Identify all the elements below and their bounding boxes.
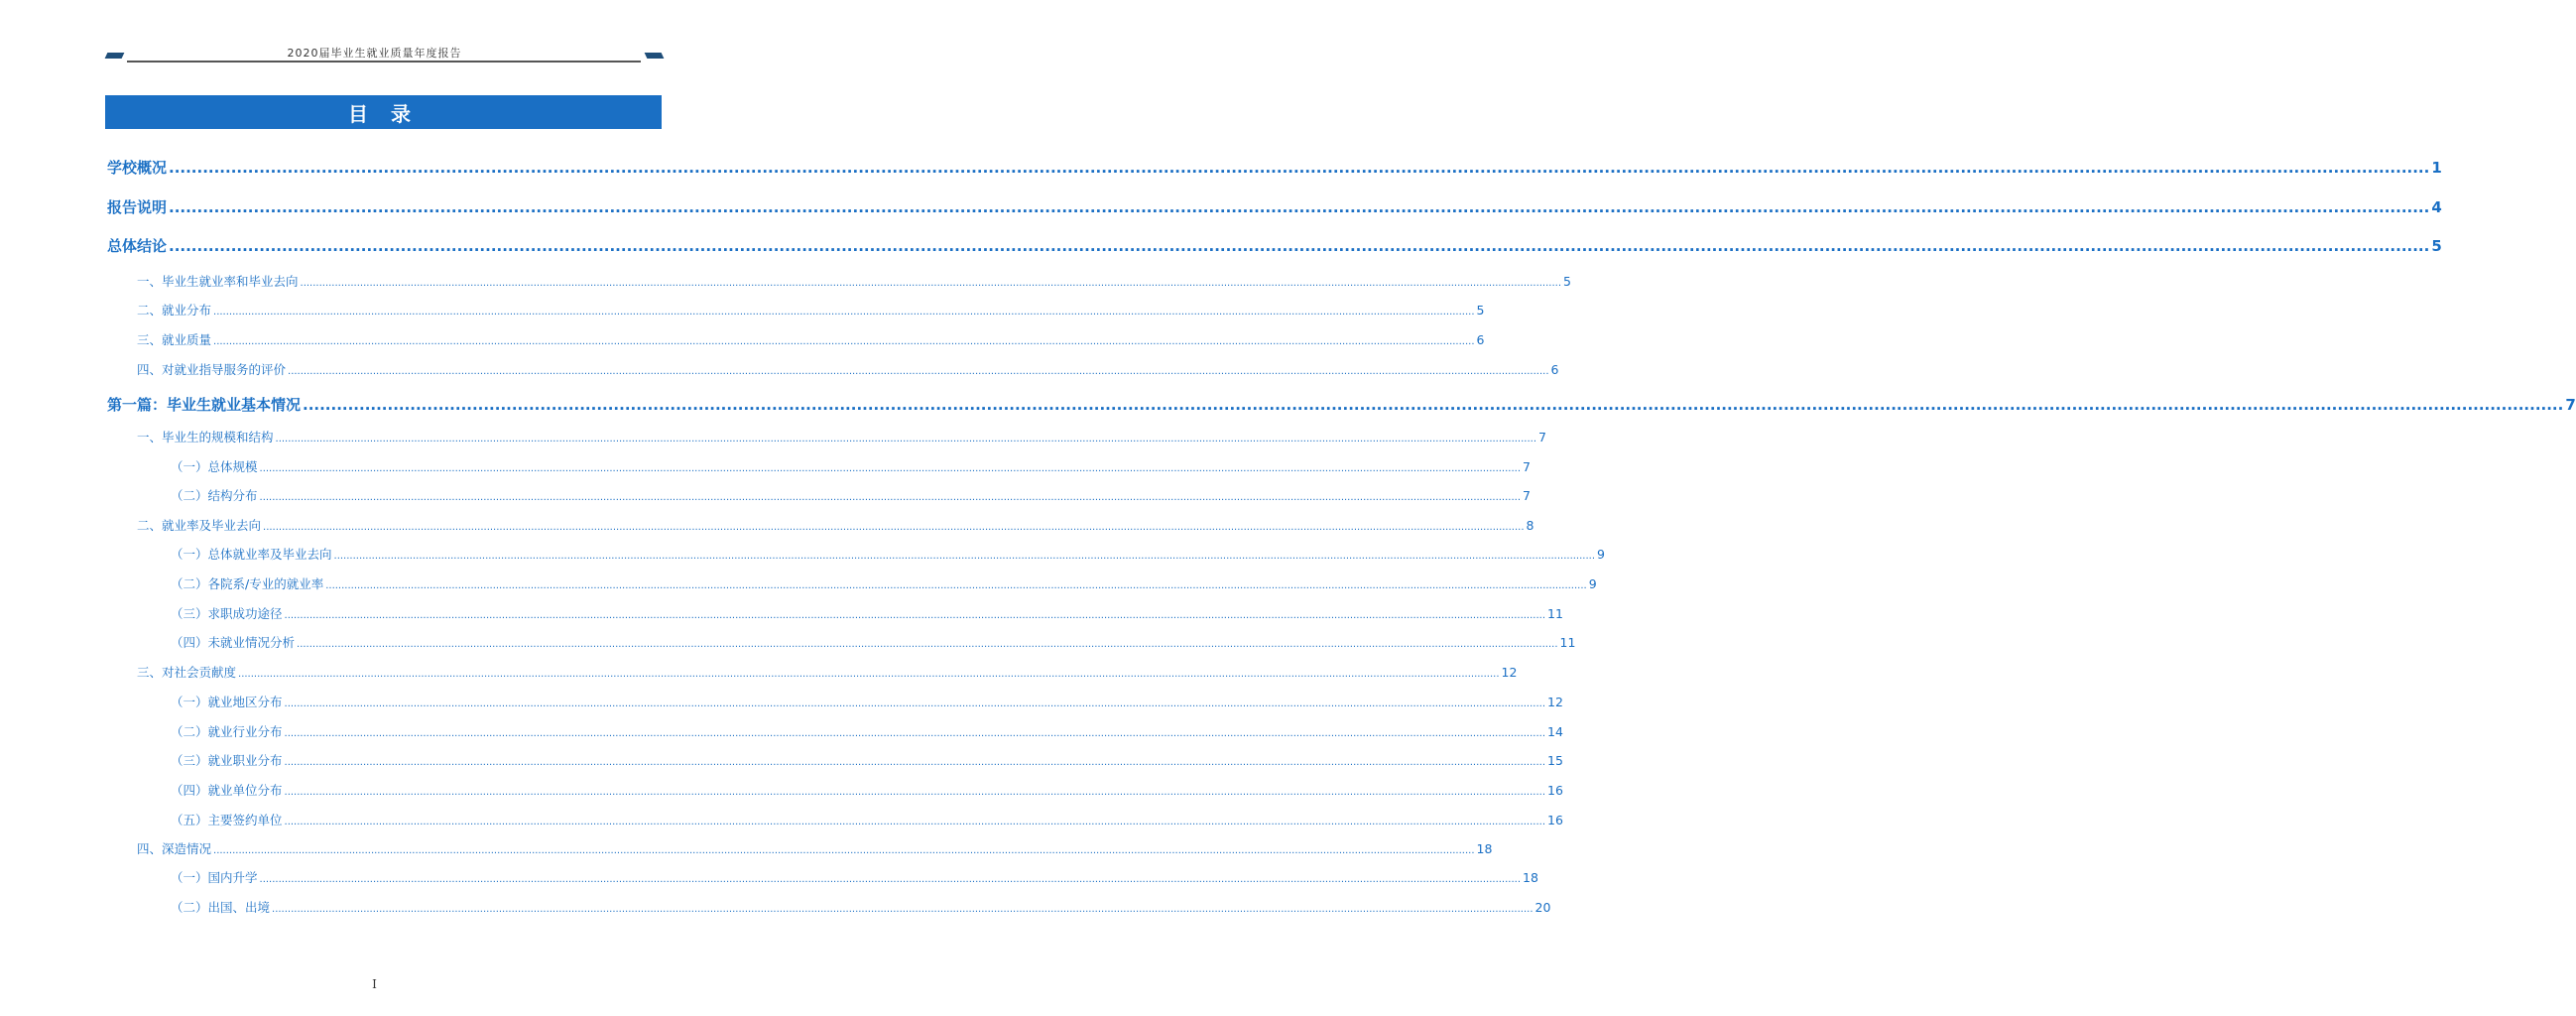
- toc-entry-page: 5: [2431, 237, 2442, 255]
- toc-leader-dots: ................................................................................................................................................................................................................................................................................................................................................................................................................: [284, 817, 1545, 827]
- toc-entry-label: （四）未就业情况分析: [171, 635, 296, 650]
- toc-entry[interactable]: [107, 428, 1546, 445]
- toc-entry-label: 第一篇：毕业生就业基本情况: [107, 396, 302, 414]
- toc-entry[interactable]: [107, 781, 1563, 799]
- toc-entry[interactable]: [107, 360, 1559, 378]
- toc-entry[interactable]: [107, 751, 1563, 769]
- toc-entry[interactable]: [107, 839, 1493, 857]
- toc-entry-label: （二）就业行业分布: [171, 724, 283, 739]
- toc-entry[interactable]: [107, 196, 2442, 220]
- toc-entry-label: （三）就业职业分布: [171, 753, 283, 768]
- toc-entry-page: 11: [1547, 606, 1563, 621]
- toc-entry[interactable]: [107, 811, 1563, 828]
- toc-leader-dots: ................................................................................................................................................................................................................................................................................................................................................................................................................: [333, 551, 1595, 562]
- toc-entry-page: 5: [1563, 274, 1571, 289]
- toc-entry[interactable]: [107, 693, 1563, 710]
- toc-leader-dots: ................................................................................................................................................................................................................................................................................................................................................................................................................: [284, 728, 1545, 739]
- toc-entry-label: （四）就业单位分布: [171, 783, 283, 798]
- toc-entry-label: （二）各院系/专业的就业率: [171, 576, 324, 591]
- toc-leader-dots: ................................................................................................................................................................................................................................................................................................................................................................................................................: [169, 198, 2430, 216]
- toc-entry[interactable]: [107, 663, 1518, 681]
- toc-leader-dots: ................................................................................................................................................................................................................................................................................................................................................................................................................: [213, 845, 1475, 856]
- toc-entry-label: （五）主要签约单位: [171, 813, 283, 827]
- toc-entry[interactable]: [107, 604, 1563, 622]
- toc-leader-dots: ................................................................................................................................................................................................................................................................................................................................................................................................................: [284, 698, 1545, 709]
- toc-entry[interactable]: [107, 516, 1534, 534]
- toc-leader-dots: ................................................................................................................................................................................................................................................................................................................................................................................................................: [259, 492, 1521, 503]
- toc-entry-label: 二、就业率及毕业去向: [137, 518, 262, 533]
- toc-entry-label: （一）总体规模: [171, 459, 258, 474]
- header-rule: [127, 61, 641, 63]
- toc-entry-label: 四、对就业指导服务的评价: [137, 362, 287, 377]
- toc-entry[interactable]: [107, 272, 1571, 290]
- toc-entry-page: 5: [1476, 303, 1485, 318]
- toc-entry-page: 6: [1476, 332, 1485, 347]
- toc-leader-dots: ................................................................................................................................................................................................................................................................................................................................................................................................................: [325, 580, 1587, 591]
- toc-entry-label: 一、毕业生的规模和结构: [137, 430, 274, 444]
- toc-entry-label: 四、深造情况: [137, 841, 212, 856]
- header-mark-right: [645, 53, 665, 59]
- toc-entry-page: 7: [1523, 488, 1531, 503]
- toc-entry-page: 20: [1534, 900, 1551, 915]
- toc-entry-page: 7: [2565, 396, 2576, 414]
- toc-entry-page: 15: [1547, 753, 1563, 768]
- toc-leader-dots: ................................................................................................................................................................................................................................................................................................................................................................................................................: [303, 396, 2564, 414]
- toc-leader-dots: ................................................................................................................................................................................................................................................................................................................................................................................................................: [213, 336, 1475, 347]
- toc-entry-page: 12: [1501, 665, 1518, 680]
- toc-entry-page: 11: [1559, 635, 1576, 650]
- toc-entry-label: 报告说明: [107, 198, 168, 216]
- toc-entry-label: 三、就业质量: [137, 332, 212, 347]
- header-title: 2020届毕业生就业质量年度报告: [287, 47, 462, 60]
- toc-entry[interactable]: [107, 394, 2576, 418]
- toc-entry-page: 14: [1547, 724, 1563, 739]
- toc-leader-dots: ................................................................................................................................................................................................................................................................................................................................................................................................................: [284, 610, 1545, 621]
- toc-entry-label: 二、就业分布: [137, 303, 212, 318]
- toc-entry-page: 1: [2431, 159, 2442, 177]
- toc-entry-page: 9: [1588, 576, 1597, 591]
- toc-entry-label: 学校概况: [107, 159, 168, 177]
- toc-entry-page: 12: [1547, 695, 1563, 709]
- toc-entry-label: （二）出国、出境: [171, 900, 271, 915]
- toc-leader-dots: ................................................................................................................................................................................................................................................................................................................................................................................................................: [275, 434, 1536, 444]
- toc-entry-page: 7: [1538, 430, 1546, 444]
- toc-entry[interactable]: [107, 545, 1605, 563]
- toc-leader-dots: ................................................................................................................................................................................................................................................................................................................................................................................................................: [259, 463, 1521, 474]
- toc-leader-dots: ................................................................................................................................................................................................................................................................................................................................................................................................................: [284, 757, 1545, 768]
- toc-entry-page: 16: [1547, 813, 1563, 827]
- toc-entry[interactable]: [107, 457, 1531, 475]
- toc-leader-dots: ................................................................................................................................................................................................................................................................................................................................................................................................................: [263, 522, 1525, 533]
- toc-leader-dots: ................................................................................................................................................................................................................................................................................................................................................................................................................: [297, 639, 1558, 650]
- toc-entry-label: （一）国内升学: [171, 870, 258, 885]
- toc-entry-label: （一）总体就业率及毕业去向: [171, 547, 332, 562]
- toc-entry-page: 18: [1523, 870, 1538, 885]
- toc-leader-dots: ................................................................................................................................................................................................................................................................................................................................................................................................................: [169, 237, 2430, 255]
- toc-entry-page: 18: [1476, 841, 1493, 856]
- toc-entry-label: 总体结论: [107, 237, 168, 255]
- toc-leader-dots: ................................................................................................................................................................................................................................................................................................................................................................................................................: [300, 278, 1561, 289]
- toc-entry-page: 7: [1523, 459, 1531, 474]
- toc-entry-page: 8: [1526, 518, 1534, 533]
- toc-leader-dots: ................................................................................................................................................................................................................................................................................................................................................................................................................: [259, 874, 1521, 885]
- toc-entry[interactable]: [107, 633, 1576, 651]
- toc-leader-dots: ................................................................................................................................................................................................................................................................................................................................................................................................................: [272, 904, 1533, 915]
- toc-entry-label: （二）结构分布: [171, 488, 258, 503]
- toc-entry-page: 9: [1597, 547, 1605, 562]
- toc-leader-dots: ................................................................................................................................................................................................................................................................................................................................................................................................................: [169, 159, 2430, 177]
- toc-banner: [105, 95, 662, 129]
- toc-entry[interactable]: [107, 157, 2442, 181]
- toc-leader-dots: ................................................................................................................................................................................................................................................................................................................................................................................................................: [238, 669, 1500, 680]
- toc-leader-dots: ................................................................................................................................................................................................................................................................................................................................................................................................................: [288, 366, 1549, 377]
- toc-leader-dots: ................................................................................................................................................................................................................................................................................................................................................................................................................: [213, 307, 1475, 318]
- toc-entry[interactable]: [107, 486, 1531, 504]
- toc-entry-page: 16: [1547, 783, 1563, 798]
- toc-entry[interactable]: [107, 722, 1563, 740]
- toc-entry-label: （一）就业地区分布: [171, 695, 283, 709]
- toc-entry[interactable]: [107, 868, 1538, 886]
- toc-banner-title: 目 录: [348, 101, 419, 126]
- toc-entry[interactable]: [107, 330, 1485, 348]
- toc-leader-dots: ................................................................................................................................................................................................................................................................................................................................................................................................................: [284, 787, 1545, 798]
- toc-entry-label: 三、对社会贡献度: [137, 665, 237, 680]
- toc-entry-label: （三）求职成功途径: [171, 606, 283, 621]
- toc-entry[interactable]: [107, 301, 1485, 318]
- toc-entry[interactable]: [107, 898, 1551, 916]
- toc-entry-label: 一、毕业生就业率和毕业去向: [137, 274, 299, 289]
- toc-entry[interactable]: [107, 235, 2442, 259]
- toc-entry[interactable]: [107, 574, 1597, 592]
- toc-entry-page: 6: [1550, 362, 1559, 377]
- footer-page-number: I: [372, 977, 377, 991]
- toc-entry-page: 4: [2431, 198, 2442, 216]
